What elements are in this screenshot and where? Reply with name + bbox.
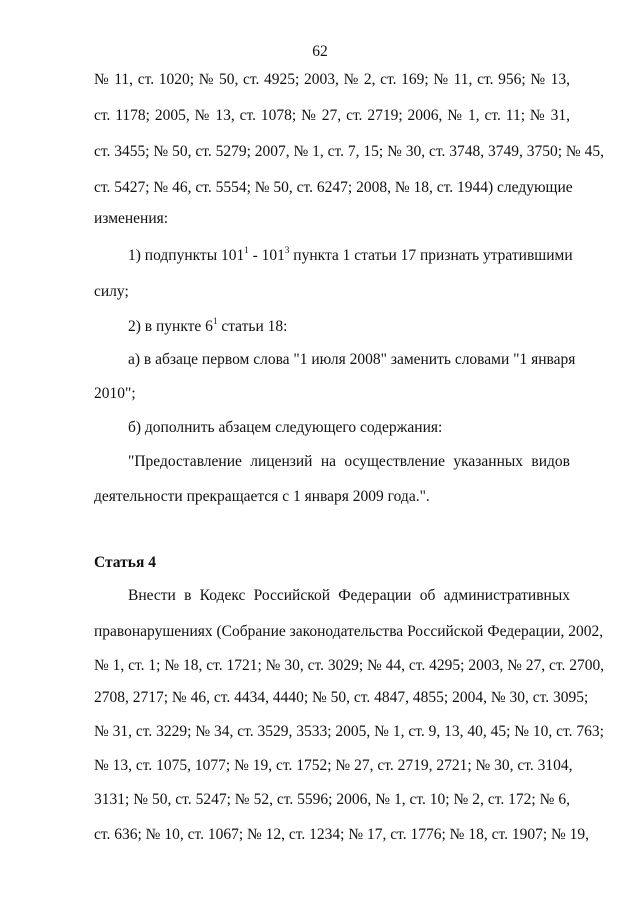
item-2-text: статьи 18:: [217, 318, 288, 335]
text-line: 2010";: [94, 385, 136, 402]
text-line: ст. 1178; 2005, № 13, ст. 1078; № 27, ст. 2719; 2006, № 1, ст. 11; № 31,: [94, 107, 570, 124]
text-line: ст. 636; № 10, ст. 1067; № 12, ст. 1234; № 17, ст. 1776; № 18, ст. 1907; № 19,: [94, 826, 590, 843]
text-line: силу;: [94, 283, 129, 300]
page-number: 62: [312, 43, 328, 60]
text-line: Внести в Кодекс Российской Федерации об административных: [128, 587, 570, 604]
text-line: № 1, ст. 1; № 18, ст. 1721; № 30, ст. 3029; № 44, ст. 4295; 2003, № 27, ст. 2700,: [94, 657, 605, 674]
text-line: 3131; № 50, ст. 5247; № 52, ст. 5596; 2006, № 1, ст. 10; № 2, ст. 172; № 6,: [94, 791, 570, 808]
text-line: правонарушениях (Собрание законодательства Российской Федерации, 2002,: [94, 623, 604, 640]
text-line: ст. 3455; № 50, ст. 5279; 2007, № 1, ст. 7, 15; № 30, ст. 3748, 3749, 3750; № 45,: [94, 143, 604, 160]
text-line: № 31, ст. 3229; № 34, ст. 3529, 3533; 2005, № 1, ст. 9, 13, 40, 45; № 10, ст. 763;: [94, 723, 604, 740]
item-1-text: 1) подпункты 101: [128, 247, 245, 264]
text-line: 2708, 2717; № 46, ст. 4434, 4440; № 50, ст. 4847, 4855; 2004, № 30, ст. 3095;: [94, 689, 589, 706]
quote-line: деятельности прекращается с 1 января 2009 года.".: [94, 488, 430, 505]
list-item-b: б) дополнить абзацем следующего содержания:: [128, 419, 443, 436]
quote-line: "Предоставление лицензий на осуществление указанных видов: [128, 453, 570, 470]
text-line: ст. 5427; № 46, ст. 5554; № 50, ст. 6247; 2008, № 18, ст. 1944) следующие: [94, 179, 573, 196]
list-item-1: [128, 244, 573, 266]
article-heading: Статья 4: [94, 554, 156, 571]
list-item-2: [128, 317, 287, 337]
item-1-text: - 101: [248, 247, 285, 264]
text-line: изменения:: [94, 210, 169, 227]
item-2-text: 2) в пункте 6: [128, 318, 213, 335]
superscript: 1: [244, 244, 249, 255]
item-1-text: пункта 1 статьи 17 признать утратившими: [289, 247, 573, 264]
superscript: 1: [212, 315, 218, 326]
text-line: № 11, ст. 1020; № 50, ст. 4925; 2003, № 2, ст. 169; № 11, ст. 956; № 13,: [94, 71, 570, 88]
text-line: № 13, ст. 1075, 1077; № 19, ст. 1752; № 27, ст. 2719, 2721; № 30, ст. 3104,: [94, 757, 573, 774]
list-item-a: а) в абзаце первом слова "1 июля 2008" заменить словами "1 января: [128, 351, 576, 368]
superscript: 3: [284, 244, 290, 255]
